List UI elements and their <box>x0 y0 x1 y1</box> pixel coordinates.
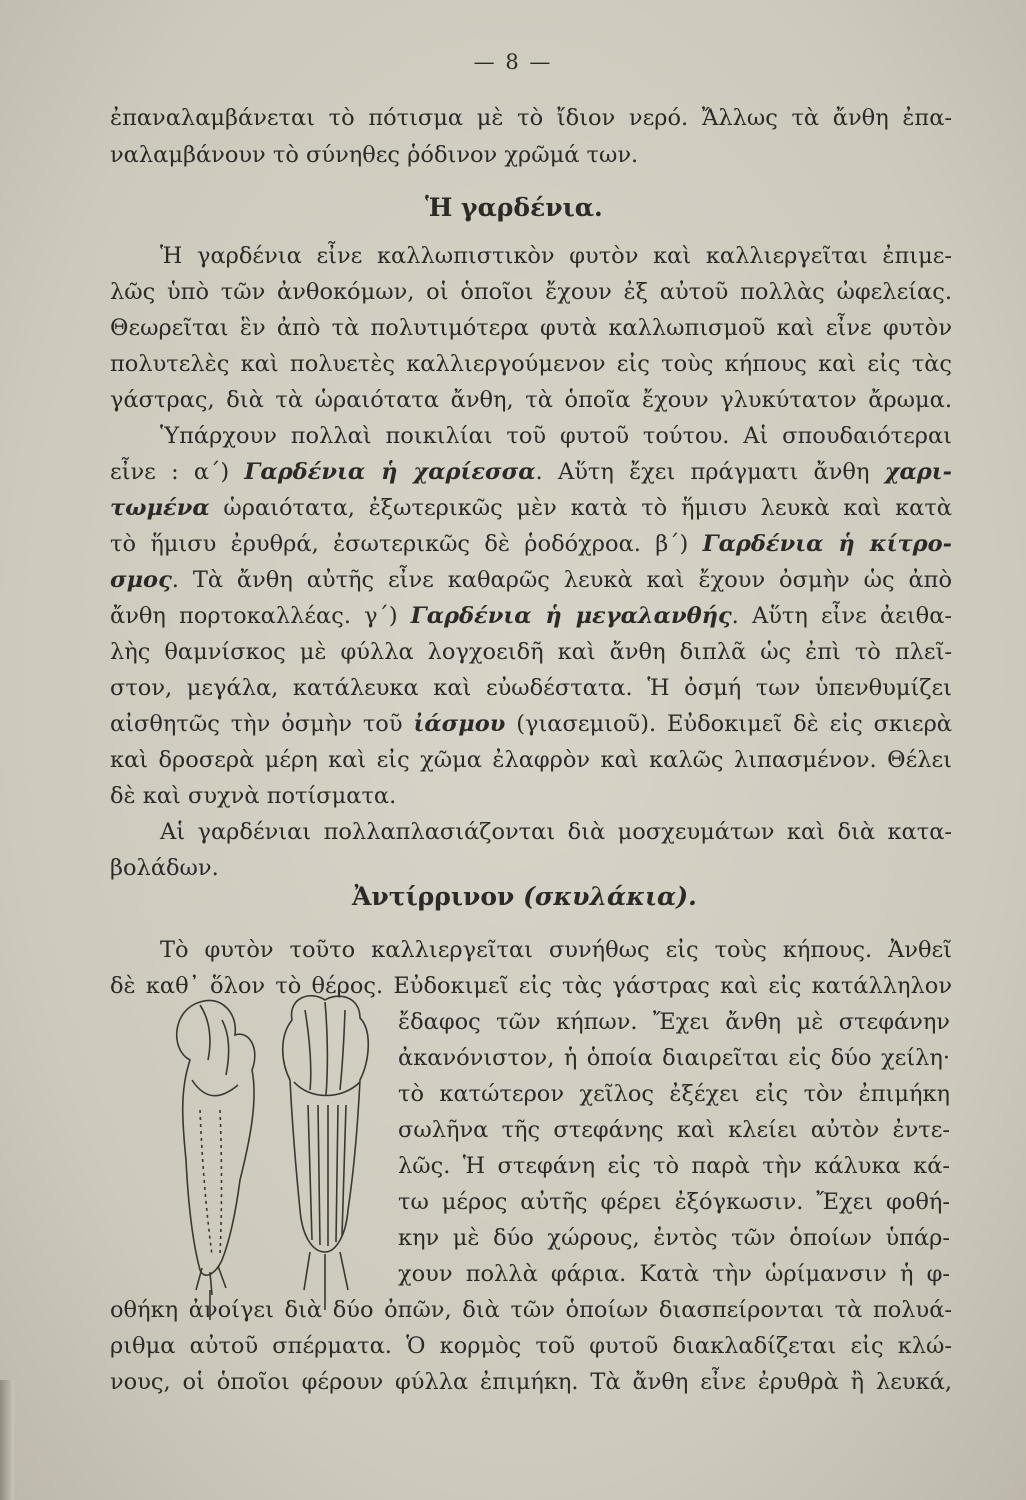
text-line: τὸ κατώτερον χεῖλος ἐξέχει εἰς τὸν ἐπιμήκη <box>398 1081 950 1107</box>
text-line: λῶς. Ἡ στεφάνη εἰς τὸ παρὰ τὴν κάλυκα κά- <box>398 1153 950 1179</box>
text-line: πολυτελὲς καὶ πολυετὲς καλλιεργούμενον εἰς τοὺς κήπους καὶ εἰς τὰς <box>110 351 952 377</box>
variety-name: Γαρδένια ἡ κίτρο- <box>702 531 952 557</box>
text-line: βολάδων. <box>110 855 219 881</box>
emphasis: τωμένα <box>110 495 210 521</box>
snapdragon-flower-illustration <box>160 990 395 1340</box>
text-line: τω μέρος αὐτῆς φέρει ἐξόγκωσιν. Ἔχει φοθή- <box>398 1189 950 1215</box>
text-line: νους, οἱ ὁποῖοι φέρουν φύλλα ἐπιμήκη. Τὰ ἄνθη εἶνε ἐρυθρὰ ἢ λευκά, <box>110 1369 952 1395</box>
text-line: Ἡ γαρδένια εἶνε καλλωπιστικὸν φυτὸν καὶ καλλιεργεῖται ἐπιμε- <box>160 243 952 269</box>
text-line: Τὸ φυτὸν τοῦτο καλλιεργεῖται συνήθως εἰς τοὺς κήπους. Ἀνθεῖ <box>160 937 952 963</box>
text-run: εἶνε : α´) <box>110 459 245 485</box>
text-line: οθήκη ἀνοίγει διὰ δύο ὀπῶν, διὰ τῶν ὁποίων διασπείρονται τὰ πολυά- <box>110 1297 952 1323</box>
text-line <box>110 709 952 739</box>
variety-name: Γαρδένια ἡ μεγαλανθής <box>410 603 732 629</box>
text-line: ἐπαναλαμβάνεται τὸ πότισμα μὲ τὸ ἴδιον νερό. Ἄλλως τὰ ἄνθη ἐπα- <box>110 105 952 131</box>
text-line: Αἱ γαρδένιαι πολλαπλασιάζονται διὰ μοσχευμάτων καὶ διὰ κατα- <box>160 819 952 845</box>
text-line <box>110 493 952 523</box>
text-line: χουν πολλὰ φάρια. Κατὰ τὴν ὡρίμανσιν ἡ φ- <box>398 1261 950 1287</box>
text-run: τὸ ἥμισυ ἐρυθρά, ἐσωτερικῶς δὲ ῥοδόχροα. β´) <box>110 531 703 557</box>
flower-section-view <box>283 996 369 1310</box>
text-line: δὲ καὶ συχνὰ ποτίσματα. <box>110 783 397 809</box>
text-run: αἰσθητῶς τὴν ὀσμὴν τοῦ <box>110 711 414 737</box>
text-line: δὲ καθ᾽ ὅλον τὸ θέρος. Εὐδοκιμεῖ εἰς τὰς γάστρας καὶ εἰς κατάλληλον <box>110 973 952 999</box>
text-line: στον, μεγάλα, κατάλευκα καὶ εὐωδέστατα. Ἡ ὀσμή των ὑπενθυμίζει <box>110 675 952 701</box>
text-run: . Τὰ ἄνθη αὐτῆς εἶνε καθαρῶς λευκὰ καὶ ἔχουν ὀσμὴν ὡς ἀπὸ <box>171 567 952 593</box>
emphasis: ἰάσμου <box>413 711 506 737</box>
text-line: Θεωρεῖται ἓν ἀπὸ τὰ πολυτιμότερα φυτὰ καλλωπισμοῦ καὶ εἶνε φυτὸν <box>110 315 952 341</box>
text-line: κην μὲ δύο χώρους, ἐντὸς τῶν ὁποίων ὑπάρ- <box>398 1225 950 1251</box>
text-run: . Αὕτη εἶνε ἀειθα- <box>731 603 952 629</box>
heading-text: Ἀντίρρινον <box>352 882 524 911</box>
text-line: Ὑπάρχουν πολλαὶ ποικιλίαι τοῦ φυτοῦ τούτου. Αἱ σπουδαιότεραι <box>160 423 952 449</box>
text-line: ἀκανόνιστον, ἡ ὁποία διαιρεῖται εἰς δύο χείλη· <box>398 1045 950 1071</box>
text-line: ριθμα αὐτοῦ σπέρματα. Ὁ κορμὸς τοῦ φυτοῦ διακλαδίζεται εἰς κλώ- <box>110 1333 952 1359</box>
text-run: ὡραιότατα, ἐξωτερικῶς μὲν κατὰ τὸ ἥμισυ λευκὰ καὶ κατὰ <box>209 495 952 521</box>
text-line <box>110 457 952 487</box>
text-run: ἄνθη πορτοκαλλέας. γ´) <box>110 603 411 629</box>
text-line: λὴς θαμνίσκος μὲ φύλλα λογχοειδῆ καὶ ἄνθη διπλᾶ ὡς ἐπὶ τὸ πλεῖ- <box>110 639 952 665</box>
text-line <box>110 565 952 595</box>
text-line <box>110 601 952 631</box>
page-number: — 8 — <box>473 50 553 74</box>
text-line <box>110 529 952 559</box>
emphasis: χαρι- <box>884 459 952 485</box>
text-line: καὶ δροσερὰ μέρη καὶ εἰς χῶμα ἐλαφρὸν καὶ καλῶς λιπασμένον. Θέλει <box>110 747 952 773</box>
text-line: λῶς ὑπὸ τῶν ἀνθοκόμων, οἱ ὁποῖοι ἔχουν ἐξ αὐτοῦ πολλὰς ὠφελείας. <box>110 279 952 305</box>
variety-name: σμος <box>110 567 172 593</box>
text-line: ναλαμβάνουν τὸ σύνηθες ῥόδινον χρῶμά των. <box>110 142 639 168</box>
section-heading-antirrhinum <box>352 882 697 911</box>
section-heading-gardenia: Ἡ γαρδένια. <box>425 193 603 222</box>
text-line: σωλῆνα τῆς στεφάνης καὶ κλείει αὐτὸν ἐντε- <box>398 1117 950 1143</box>
page-edge-shadow <box>0 1380 14 1500</box>
text-line: ἔδαφος τῶν κήπων. Ἔχει ἄνθη μὲ στεφάνην <box>398 1009 950 1035</box>
text-run: (γιασεμιοῦ). Εὐδοκιμεῖ δὲ εἰς σκιερὰ <box>505 711 952 737</box>
flower-side-view <box>177 1000 255 1320</box>
text-run: . Αὕτη ἔχει πράγματι ἄνθη <box>535 459 885 485</box>
variety-name: Γαρδένια ἡ χαρίεσσα <box>244 459 536 485</box>
heading-subtitle: (σκυλάκια). <box>523 882 697 911</box>
text-line: γάστρας, διὰ τὰ ὡραιότατα ἄνθη, τὰ ὁποῖα ἔχουν γλυκύτατον ἄρωμα. <box>110 387 952 413</box>
